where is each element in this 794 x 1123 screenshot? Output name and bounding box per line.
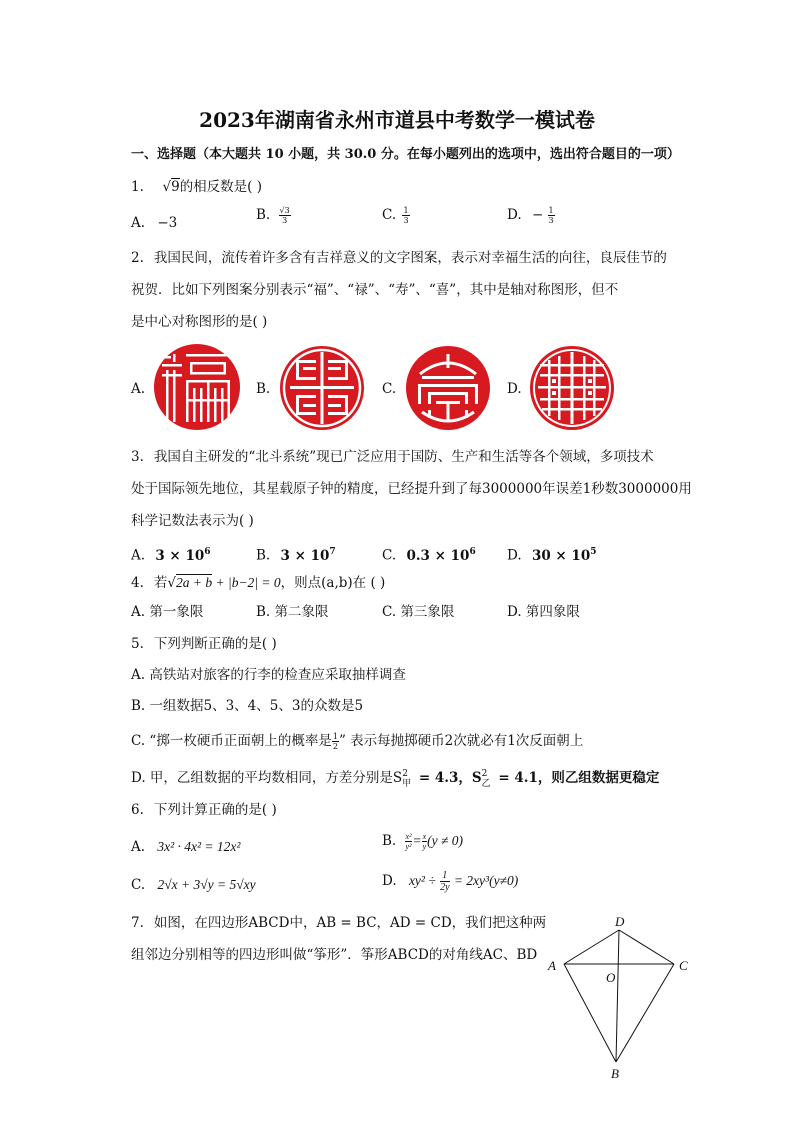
question-text: 下列判断正确的是( ) bbox=[153, 636, 277, 652]
equals-sign: = bbox=[412, 833, 422, 848]
q2-option-c-label[interactable]: C. bbox=[382, 381, 397, 397]
q3-option-a[interactable] bbox=[131, 543, 211, 565]
diagonal-bd bbox=[616, 930, 619, 1062]
fraction-denominator: 3 bbox=[548, 216, 554, 225]
fraction-denominator: y² bbox=[405, 842, 412, 851]
vertex-label-b: B bbox=[611, 1066, 619, 1081]
segment-dc bbox=[619, 930, 674, 964]
q3-option-d[interactable] bbox=[507, 543, 597, 565]
segment-cb bbox=[616, 964, 674, 1062]
superscript: 2 bbox=[481, 769, 488, 779]
option-base: 30 × 10 bbox=[531, 547, 591, 564]
condition: (y ≠ 0) bbox=[427, 833, 464, 848]
option-label: C. bbox=[131, 877, 146, 893]
option-expression: 3x² · 4x² = 12x² bbox=[157, 839, 241, 854]
question-6 bbox=[131, 801, 277, 819]
option-base: 0.3 × 10 bbox=[406, 547, 470, 564]
page-title: 2023年湖南省永州市道县中考数学一模试卷 bbox=[199, 108, 595, 132]
superscript: 2 bbox=[402, 769, 408, 779]
section-heading: 一、选择题（本大题共 10 小题，共 30.0 分。在每小题列出的选项中，选出符合题目的一项） bbox=[131, 147, 680, 162]
option-exponent: 7 bbox=[329, 547, 336, 557]
xi-seal-image bbox=[530, 346, 614, 430]
question-3-line-1 bbox=[131, 448, 654, 466]
fu-seal-image bbox=[154, 344, 240, 430]
question-number: 1. bbox=[131, 179, 144, 195]
segment-ad bbox=[564, 930, 619, 964]
option-label: B. bbox=[256, 547, 271, 564]
question-3-line-2: 处于国际领先地位，其星载原子钟的精度，已经提升到了每3000000年误差1秒数3000000用 bbox=[131, 481, 692, 497]
option-label: C. bbox=[382, 207, 397, 223]
q4-option-a[interactable]: A. 第一象限 bbox=[131, 604, 204, 620]
q5-option-d[interactable] bbox=[131, 769, 659, 787]
q2-option-d-label[interactable]: D. bbox=[507, 381, 522, 397]
option-expression-pre: xy² ÷ bbox=[408, 873, 436, 888]
question-number: 6. bbox=[131, 802, 144, 818]
equation: + |b−2| = 0 bbox=[212, 575, 281, 590]
question-number: 7. bbox=[131, 915, 144, 931]
q4-option-d[interactable]: D. 第四象限 bbox=[507, 604, 580, 620]
question-3-line-3: 科学记数法表示为( ) bbox=[131, 513, 254, 529]
fraction-denominator: 3 bbox=[403, 216, 409, 225]
q2-option-b-label[interactable]: B. bbox=[256, 381, 271, 397]
question-number: 3. bbox=[131, 449, 144, 465]
option-exponent: 5 bbox=[590, 547, 597, 557]
question-number: 2. bbox=[131, 250, 144, 266]
q2-option-a-label[interactable]: A. bbox=[131, 381, 146, 397]
option-expression-post: = 2xy³(y≠0) bbox=[453, 873, 519, 888]
fraction-numerator: 1 bbox=[403, 206, 409, 215]
option-label: D. bbox=[507, 207, 522, 223]
option-text-post: = 4.1，则乙组数据更稳定 bbox=[493, 770, 660, 786]
fraction-denominator: 3 bbox=[282, 216, 288, 225]
option-label: A. bbox=[131, 547, 146, 564]
q1-option-a[interactable] bbox=[131, 214, 177, 232]
question-7-line-1 bbox=[131, 914, 546, 932]
q1-option-c[interactable] bbox=[382, 206, 410, 225]
q1-option-b[interactable] bbox=[256, 206, 291, 225]
question-2-line-3: 是中心对称图形的是( ) bbox=[131, 314, 268, 330]
kite-figure bbox=[540, 912, 700, 1082]
option-text-mid: = 4.3，S bbox=[414, 770, 482, 786]
option-label: D. bbox=[382, 873, 397, 889]
question-text: 下列计算正确的是( ) bbox=[153, 802, 277, 818]
question-4 bbox=[131, 574, 385, 592]
question-1 bbox=[131, 178, 262, 196]
q4-option-c[interactable]: C. 第三象限 bbox=[382, 604, 455, 620]
vertex-label-o: O bbox=[606, 970, 616, 985]
fraction-numerator: x² bbox=[405, 832, 412, 841]
question-text: 我国自主研发的“北斗系统”现已广泛应用于国防、生产和生活等各个领域，多项技术 bbox=[153, 449, 654, 465]
question-text: 的相反数是( ) bbox=[179, 179, 263, 195]
question-text-post: ，则点(a,b)在 ( ) bbox=[280, 575, 386, 591]
question-text-pre: 若 bbox=[153, 575, 168, 591]
option-text-pre: C. “掷一枚硬币正面朝上的概率是 bbox=[131, 733, 332, 749]
option-base: 3 × 10 bbox=[155, 547, 205, 564]
subscript: 乙 bbox=[481, 779, 491, 789]
vertex-label-d: D bbox=[615, 914, 625, 929]
sqrt-symbol: √ bbox=[162, 179, 172, 195]
option-base: 3 × 10 bbox=[280, 547, 330, 564]
fraction-denominator: 2 bbox=[332, 742, 338, 751]
q3-option-b[interactable] bbox=[256, 543, 336, 565]
q6-option-b[interactable] bbox=[382, 832, 463, 851]
q5-option-a[interactable]: A. 高铁站对旅客的行李的检查应采取抽样调查 bbox=[131, 667, 406, 683]
fraction-denominator: 2y bbox=[440, 882, 450, 893]
fraction-numerator: 1 bbox=[332, 732, 338, 741]
option-text-post: ” 表示每抛掷硬币2次就必有1次反面朝上 bbox=[338, 733, 584, 749]
q6-option-d[interactable] bbox=[382, 870, 518, 893]
option-exponent: 6 bbox=[469, 547, 476, 557]
question-2-line-2: 祝贺．比如下列图案分别表示“福”、“禄”、“寿”、“喜”，其中是轴对称图形，但不 bbox=[131, 282, 619, 298]
option-text-pre: D. 甲，乙组数据的平均数相同，方差分别是S bbox=[131, 770, 403, 786]
fraction-numerator: 1 bbox=[440, 870, 449, 882]
question-number: 5. bbox=[131, 636, 144, 652]
option-exponent: 6 bbox=[204, 547, 211, 557]
question-number: 4. bbox=[131, 575, 144, 591]
shou-seal-image bbox=[406, 346, 490, 430]
option-label: B. bbox=[256, 207, 271, 223]
question-7-line-2: 组邻边分别相等的四边形叫做“筝形”．筝形ABCD的对角线AC、BD bbox=[131, 947, 538, 963]
q3-option-c[interactable] bbox=[382, 543, 476, 565]
fraction-numerator: x bbox=[422, 832, 427, 841]
q6-option-a[interactable] bbox=[131, 838, 240, 856]
fraction-numerator: √3 bbox=[279, 206, 290, 215]
subscript: 甲 bbox=[402, 779, 412, 789]
radicand: 9 bbox=[171, 179, 180, 195]
question-2-line-1 bbox=[131, 249, 667, 267]
fraction-denominator: y bbox=[422, 842, 427, 851]
q4-option-b[interactable]: B. 第二象限 bbox=[256, 604, 329, 620]
option-label: A. bbox=[131, 839, 146, 855]
option-expression: 2√x + 3√y = 5√xy bbox=[157, 877, 256, 892]
lu-seal-image bbox=[280, 346, 364, 430]
minus-sign: − bbox=[531, 207, 544, 223]
q5-option-b[interactable]: B. 一组数据5、3、4、5、3的众数是5 bbox=[131, 698, 364, 714]
q6-option-c[interactable] bbox=[131, 876, 256, 894]
question-text: 如图，在四边形ABCD中，AB = BC，AD = CD，我们把这种两 bbox=[153, 915, 547, 931]
fraction-numerator: 1 bbox=[548, 206, 554, 215]
q1-option-d[interactable] bbox=[507, 206, 555, 225]
vertex-label-a: A bbox=[548, 958, 556, 973]
q5-option-c[interactable] bbox=[131, 732, 583, 751]
option-label: A. bbox=[131, 215, 146, 231]
sqrt-symbol: √ bbox=[167, 575, 176, 591]
option-label: B. bbox=[382, 833, 397, 849]
option-label: C. bbox=[382, 547, 397, 564]
vertex-label-c: C bbox=[679, 958, 688, 973]
question-text: 我国民间，流传着许多含有吉祥意义的文字图案，表示对幸福生活的向往，良辰佳节的 bbox=[153, 250, 667, 266]
question-5 bbox=[131, 635, 277, 653]
radicand: 2a + b bbox=[176, 575, 213, 590]
option-value: −3 bbox=[157, 215, 178, 231]
option-label: D. bbox=[507, 547, 522, 564]
